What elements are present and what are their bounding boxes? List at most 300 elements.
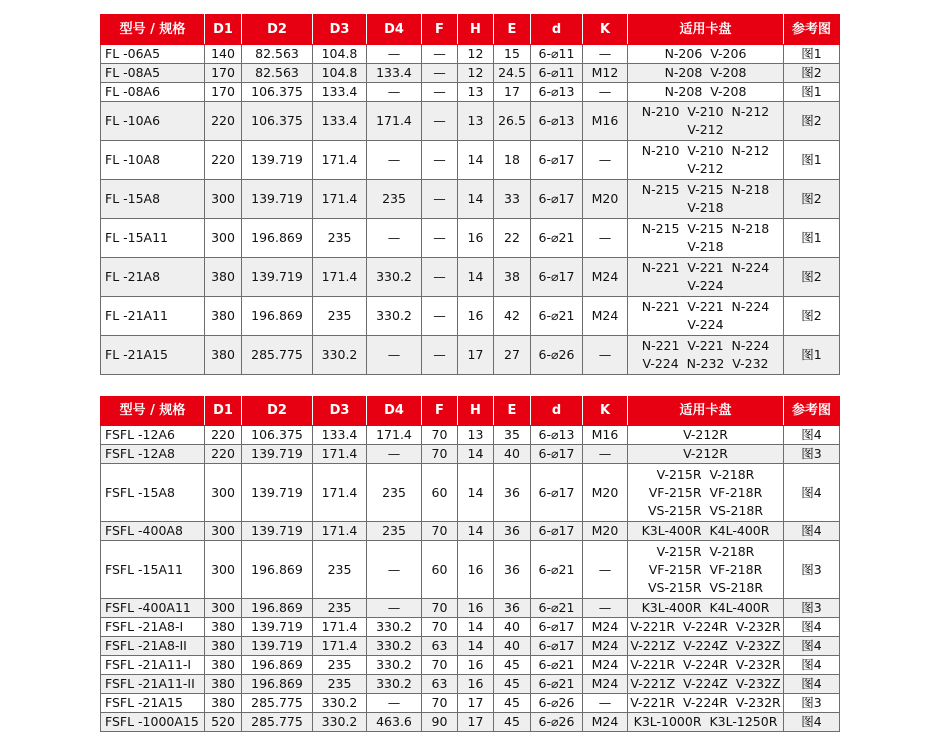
d3-cell: 171.4 <box>313 464 367 522</box>
bolt-hole-cell: 6-⌀13 <box>531 102 583 141</box>
k-cell: M24 <box>583 297 628 336</box>
chuck-line: V-212R <box>683 427 728 442</box>
d2-cell: 196.869 <box>242 599 313 618</box>
bolt-hole-cell: 6-⌀17 <box>531 445 583 464</box>
d1-cell: 380 <box>205 297 242 336</box>
chuck-cell <box>628 656 784 675</box>
chuck-line: V-221R V-224R V-232R <box>630 695 781 710</box>
f-cell: — <box>422 219 458 258</box>
k-cell: M24 <box>583 637 628 656</box>
chuck-line: N-215 V-215 N-218 <box>641 221 770 236</box>
d2-cell: 82.563 <box>242 45 313 64</box>
bolt-hole-cell: 6-⌀17 <box>531 618 583 637</box>
chuck-line: V-221R V-224R V-232R <box>630 657 781 672</box>
h-cell: 13 <box>458 83 494 102</box>
bolt-hole-cell: 6-⌀17 <box>531 141 583 180</box>
bolt-hole-cell: 6-⌀26 <box>531 694 583 713</box>
d4-cell: — <box>367 45 422 64</box>
e-cell: 22 <box>494 219 531 258</box>
k-cell: M24 <box>583 656 628 675</box>
h-cell: 14 <box>458 464 494 522</box>
chuck-cell <box>628 83 784 102</box>
d2-cell: 285.775 <box>242 713 313 732</box>
d2-cell: 196.869 <box>242 541 313 599</box>
ref-figure-cell: 图1 <box>784 141 840 180</box>
model-cell: FL -08A5 <box>101 64 205 83</box>
table-row <box>101 618 840 637</box>
table-row <box>101 675 840 694</box>
chuck-line: V-212 <box>687 122 724 137</box>
d1-cell: 300 <box>205 219 242 258</box>
bolt-hole-cell: 6-⌀17 <box>531 637 583 656</box>
chuck-cell <box>628 464 784 522</box>
chuck-cell <box>628 637 784 656</box>
f-cell: 60 <box>422 464 458 522</box>
h-cell: 14 <box>458 445 494 464</box>
f-cell: — <box>422 141 458 180</box>
ref-figure-cell: 图2 <box>784 102 840 141</box>
d3-cell: 171.4 <box>313 180 367 219</box>
chuck-cell <box>628 713 784 732</box>
column-header-e: E <box>494 15 531 45</box>
model-cell: FL -10A6 <box>101 102 205 141</box>
chuck-cell <box>628 541 784 599</box>
ref-figure-cell: 图4 <box>784 618 840 637</box>
chuck-cell <box>628 45 784 64</box>
d3-cell: 171.4 <box>313 618 367 637</box>
column-header-d3: D3 <box>313 397 367 426</box>
ref-figure-cell: 图1 <box>784 336 840 375</box>
k-cell: M20 <box>583 522 628 541</box>
e-cell: 40 <box>494 618 531 637</box>
d1-cell: 380 <box>205 637 242 656</box>
f-cell: — <box>422 45 458 64</box>
column-header-f: F <box>422 397 458 426</box>
f-cell: 60 <box>422 541 458 599</box>
d1-cell: 300 <box>205 180 242 219</box>
chuck-cell <box>628 618 784 637</box>
model-cell: FSFL -21A11-I <box>101 656 205 675</box>
e-cell: 36 <box>494 464 531 522</box>
ref-figure-cell: 图1 <box>784 83 840 102</box>
chuck-cell <box>628 336 784 375</box>
d2-cell: 139.719 <box>242 258 313 297</box>
f-cell: 70 <box>422 618 458 637</box>
model-cell: FL -21A15 <box>101 336 205 375</box>
column-header-h: H <box>458 15 494 45</box>
f-cell: — <box>422 297 458 336</box>
h-cell: 14 <box>458 637 494 656</box>
table-row <box>101 336 840 375</box>
chuck-cell <box>628 102 784 141</box>
table-row <box>101 445 840 464</box>
e-cell: 27 <box>494 336 531 375</box>
chuck-line: N-210 V-210 N-212 <box>641 143 770 158</box>
k-cell: — <box>583 599 628 618</box>
d4-cell: 330.2 <box>367 618 422 637</box>
d3-cell: 171.4 <box>313 637 367 656</box>
table-row <box>101 102 840 141</box>
d4-cell: — <box>367 599 422 618</box>
ref-figure-cell: 图2 <box>784 64 840 83</box>
d2-cell: 139.719 <box>242 180 313 219</box>
h-cell: 16 <box>458 219 494 258</box>
column-header-d3: D3 <box>313 15 367 45</box>
table-row <box>101 83 840 102</box>
d1-cell: 220 <box>205 141 242 180</box>
model-cell: FSFL -400A8 <box>101 522 205 541</box>
ref-figure-cell: 图2 <box>784 180 840 219</box>
d4-cell: 330.2 <box>367 637 422 656</box>
h-cell: 17 <box>458 713 494 732</box>
f-cell: — <box>422 83 458 102</box>
model-cell: FL -10A8 <box>101 141 205 180</box>
chuck-line: VS-215R VS-218R <box>647 579 764 595</box>
f-cell: — <box>422 258 458 297</box>
k-cell: M24 <box>583 618 628 637</box>
d1-cell: 220 <box>205 426 242 445</box>
column-header-f: F <box>422 15 458 45</box>
f-cell: 70 <box>422 656 458 675</box>
h-cell: 17 <box>458 694 494 713</box>
d1-cell: 380 <box>205 336 242 375</box>
k-cell: M12 <box>583 64 628 83</box>
e-cell: 45 <box>494 675 531 694</box>
chuck-line: N-208 V-208 <box>664 65 747 80</box>
d3-cell: 235 <box>313 656 367 675</box>
column-header-model: 型号 / 规格 <box>101 397 205 426</box>
d2-cell: 139.719 <box>242 637 313 656</box>
d3-cell: 235 <box>313 675 367 694</box>
column-header-k: K <box>583 15 628 45</box>
bolt-hole-cell: 6-⌀26 <box>531 336 583 375</box>
table-row <box>101 522 840 541</box>
h-cell: 12 <box>458 64 494 83</box>
ref-figure-cell: 图3 <box>784 599 840 618</box>
chuck-line: VF-215R VF-218R <box>648 484 763 500</box>
table-row <box>101 713 840 732</box>
column-header-bolt-hole: d <box>531 397 583 426</box>
h-cell: 14 <box>458 258 494 297</box>
chuck-line: N-215 V-215 N-218 <box>641 182 770 197</box>
column-header-ref-figure: 参考图 <box>784 15 840 45</box>
bolt-hole-cell: 6-⌀13 <box>531 426 583 445</box>
chuck-line: V-224 N-232 V-232 <box>642 356 769 371</box>
d3-cell: 330.2 <box>313 713 367 732</box>
d2-cell: 196.869 <box>242 675 313 694</box>
ref-figure-cell: 图3 <box>784 445 840 464</box>
f-cell: 70 <box>422 426 458 445</box>
chuck-cell <box>628 64 784 83</box>
d3-cell: 171.4 <box>313 258 367 297</box>
chuck-cell <box>628 426 784 445</box>
k-cell: M20 <box>583 180 628 219</box>
column-header-k: K <box>583 397 628 426</box>
d2-cell: 106.375 <box>242 102 313 141</box>
table-header-row <box>101 397 840 426</box>
table-row <box>101 64 840 83</box>
column-header-d2: D2 <box>242 15 313 45</box>
column-header-bolt-hole: d <box>531 15 583 45</box>
chuck-cell <box>628 258 784 297</box>
ref-figure-cell: 图4 <box>784 637 840 656</box>
chuck-line: V-215R V-218R <box>656 543 755 559</box>
d4-cell: 171.4 <box>367 102 422 141</box>
model-cell: FSFL -12A8 <box>101 445 205 464</box>
h-cell: 12 <box>458 45 494 64</box>
e-cell: 45 <box>494 694 531 713</box>
table-row <box>101 599 840 618</box>
bolt-hole-cell: 6-⌀17 <box>531 522 583 541</box>
d4-cell: 235 <box>367 180 422 219</box>
flange-spec-table-fl <box>100 14 840 375</box>
ref-figure-cell: 图4 <box>784 656 840 675</box>
column-header-e: E <box>494 397 531 426</box>
k-cell: — <box>583 445 628 464</box>
ref-figure-cell: 图4 <box>784 464 840 522</box>
d1-cell: 380 <box>205 258 242 297</box>
d4-cell: — <box>367 445 422 464</box>
h-cell: 17 <box>458 336 494 375</box>
d1-cell: 220 <box>205 102 242 141</box>
chuck-line: V-212 <box>687 161 724 176</box>
k-cell: M16 <box>583 426 628 445</box>
table-row <box>101 297 840 336</box>
chuck-cell <box>628 445 784 464</box>
model-cell: FSFL -15A11 <box>101 541 205 599</box>
d1-cell: 300 <box>205 522 242 541</box>
e-cell: 45 <box>494 713 531 732</box>
chuck-cell <box>628 675 784 694</box>
h-cell: 14 <box>458 141 494 180</box>
model-cell: FL -06A5 <box>101 45 205 64</box>
d2-cell: 139.719 <box>242 445 313 464</box>
d1-cell: 300 <box>205 599 242 618</box>
bolt-hole-cell: 6-⌀21 <box>531 675 583 694</box>
chuck-cell <box>628 599 784 618</box>
d1-cell: 380 <box>205 675 242 694</box>
d4-cell: 330.2 <box>367 297 422 336</box>
d4-cell: 133.4 <box>367 64 422 83</box>
e-cell: 26.5 <box>494 102 531 141</box>
chuck-line: K3L-1000R K3L-1250R <box>633 714 778 729</box>
column-header-d4: D4 <box>367 15 422 45</box>
chuck-line: V-218 <box>687 200 724 215</box>
column-header-d4: D4 <box>367 397 422 426</box>
d1-cell: 300 <box>205 464 242 522</box>
chuck-line: N-221 V-221 N-224 <box>641 260 770 275</box>
chuck-line: N-206 V-206 <box>664 46 747 61</box>
column-header-model: 型号 / 规格 <box>101 15 205 45</box>
k-cell: — <box>583 694 628 713</box>
d1-cell: 140 <box>205 45 242 64</box>
f-cell: — <box>422 336 458 375</box>
d3-cell: 330.2 <box>313 336 367 375</box>
d2-cell: 139.719 <box>242 464 313 522</box>
chuck-line: N-208 V-208 <box>664 84 747 99</box>
chuck-cell <box>628 522 784 541</box>
d1-cell: 220 <box>205 445 242 464</box>
d1-cell: 380 <box>205 618 242 637</box>
f-cell: — <box>422 180 458 219</box>
ref-figure-cell: 图3 <box>784 694 840 713</box>
model-cell: FL -15A11 <box>101 219 205 258</box>
table-row <box>101 141 840 180</box>
table-row <box>101 637 840 656</box>
d1-cell: 300 <box>205 541 242 599</box>
model-cell: FSFL -21A8-I <box>101 618 205 637</box>
h-cell: 16 <box>458 599 494 618</box>
h-cell: 16 <box>458 675 494 694</box>
bolt-hole-cell: 6-⌀17 <box>531 180 583 219</box>
chuck-line: V-218 <box>687 239 724 254</box>
d3-cell: 235 <box>313 297 367 336</box>
chuck-line: K3L-400R K4L-400R <box>641 600 770 615</box>
d4-cell: 330.2 <box>367 656 422 675</box>
column-header-ref-figure: 参考图 <box>784 397 840 426</box>
chuck-line: V-215R V-218R <box>656 466 755 482</box>
e-cell: 17 <box>494 83 531 102</box>
chuck-line: V-221Z V-224Z V-232Z <box>630 638 781 653</box>
chuck-line: V-212R <box>683 446 728 461</box>
k-cell: M16 <box>583 102 628 141</box>
e-cell: 24.5 <box>494 64 531 83</box>
d3-cell: 133.4 <box>313 426 367 445</box>
ref-figure-cell: 图1 <box>784 219 840 258</box>
model-cell: FSFL -21A11-II <box>101 675 205 694</box>
e-cell: 36 <box>494 599 531 618</box>
ref-figure-cell: 图4 <box>784 522 840 541</box>
column-header-h: H <box>458 397 494 426</box>
h-cell: 16 <box>458 541 494 599</box>
d3-cell: 235 <box>313 541 367 599</box>
chuck-cell <box>628 180 784 219</box>
d2-cell: 82.563 <box>242 64 313 83</box>
model-cell: FSFL -400A11 <box>101 599 205 618</box>
chuck-line: N-210 V-210 N-212 <box>641 104 770 119</box>
chuck-cell <box>628 141 784 180</box>
d2-cell: 285.775 <box>242 336 313 375</box>
chuck-line: VS-215R VS-218R <box>647 502 764 518</box>
table-row <box>101 656 840 675</box>
h-cell: 13 <box>458 426 494 445</box>
model-cell: FSFL -21A8-II <box>101 637 205 656</box>
d2-cell: 139.719 <box>242 618 313 637</box>
d3-cell: 133.4 <box>313 83 367 102</box>
h-cell: 16 <box>458 297 494 336</box>
d2-cell: 196.869 <box>242 219 313 258</box>
d1-cell: 520 <box>205 713 242 732</box>
d4-cell: 235 <box>367 522 422 541</box>
column-header-d1: D1 <box>205 15 242 45</box>
ref-figure-cell: 图1 <box>784 45 840 64</box>
d3-cell: 235 <box>313 219 367 258</box>
e-cell: 15 <box>494 45 531 64</box>
bolt-hole-cell: 6-⌀21 <box>531 297 583 336</box>
h-cell: 14 <box>458 522 494 541</box>
h-cell: 14 <box>458 618 494 637</box>
d2-cell: 139.719 <box>242 141 313 180</box>
e-cell: 36 <box>494 541 531 599</box>
e-cell: 45 <box>494 656 531 675</box>
f-cell: 70 <box>422 522 458 541</box>
k-cell: — <box>583 141 628 180</box>
d2-cell: 139.719 <box>242 522 313 541</box>
f-cell: 70 <box>422 599 458 618</box>
chuck-line: N-221 V-221 N-224 <box>641 338 770 353</box>
d2-cell: 196.869 <box>242 656 313 675</box>
d3-cell: 171.4 <box>313 522 367 541</box>
d4-cell: 330.2 <box>367 675 422 694</box>
chuck-cell <box>628 219 784 258</box>
bolt-hole-cell: 6-⌀21 <box>531 219 583 258</box>
bolt-hole-cell: 6-⌀11 <box>531 64 583 83</box>
table-row <box>101 694 840 713</box>
k-cell: — <box>583 219 628 258</box>
d4-cell: — <box>367 141 422 180</box>
model-cell: FSFL -21A15 <box>101 694 205 713</box>
bolt-hole-cell: 6-⌀17 <box>531 258 583 297</box>
d2-cell: 285.775 <box>242 694 313 713</box>
f-cell: 70 <box>422 694 458 713</box>
d2-cell: 196.869 <box>242 297 313 336</box>
model-cell: FL -21A11 <box>101 297 205 336</box>
d1-cell: 170 <box>205 64 242 83</box>
h-cell: 16 <box>458 656 494 675</box>
e-cell: 35 <box>494 426 531 445</box>
bolt-hole-cell: 6-⌀21 <box>531 541 583 599</box>
d4-cell: — <box>367 694 422 713</box>
d4-cell: 171.4 <box>367 426 422 445</box>
table-row <box>101 426 840 445</box>
chuck-line: N-221 V-221 N-224 <box>641 299 770 314</box>
chuck-cell <box>628 297 784 336</box>
table-row <box>101 180 840 219</box>
model-cell: FL -21A8 <box>101 258 205 297</box>
k-cell: M20 <box>583 464 628 522</box>
ref-figure-cell: 图2 <box>784 258 840 297</box>
model-cell: FL -08A6 <box>101 83 205 102</box>
f-cell: 70 <box>422 445 458 464</box>
h-cell: 13 <box>458 102 494 141</box>
bolt-hole-cell: 6-⌀21 <box>531 599 583 618</box>
k-cell: — <box>583 45 628 64</box>
table-row <box>101 464 840 522</box>
f-cell: 90 <box>422 713 458 732</box>
e-cell: 40 <box>494 637 531 656</box>
k-cell: M24 <box>583 675 628 694</box>
d4-cell: — <box>367 541 422 599</box>
table-row <box>101 541 840 599</box>
chuck-line: V-221R V-224R V-232R <box>630 619 781 634</box>
chuck-line: V-221Z V-224Z V-232Z <box>630 676 781 691</box>
h-cell: 14 <box>458 180 494 219</box>
bolt-hole-cell: 6-⌀21 <box>531 656 583 675</box>
table-row <box>101 45 840 64</box>
d3-cell: 133.4 <box>313 102 367 141</box>
d3-cell: 235 <box>313 599 367 618</box>
model-cell: FSFL -1000A15 <box>101 713 205 732</box>
e-cell: 38 <box>494 258 531 297</box>
e-cell: 40 <box>494 445 531 464</box>
flange-spec-table-fsfl <box>100 396 840 732</box>
k-cell: M24 <box>583 258 628 297</box>
column-header-chuck: 适用卡盘 <box>628 397 784 426</box>
chuck-cell <box>628 694 784 713</box>
table-row <box>101 219 840 258</box>
chuck-line: K3L-400R K4L-400R <box>641 523 770 538</box>
bolt-hole-cell: 6-⌀17 <box>531 464 583 522</box>
